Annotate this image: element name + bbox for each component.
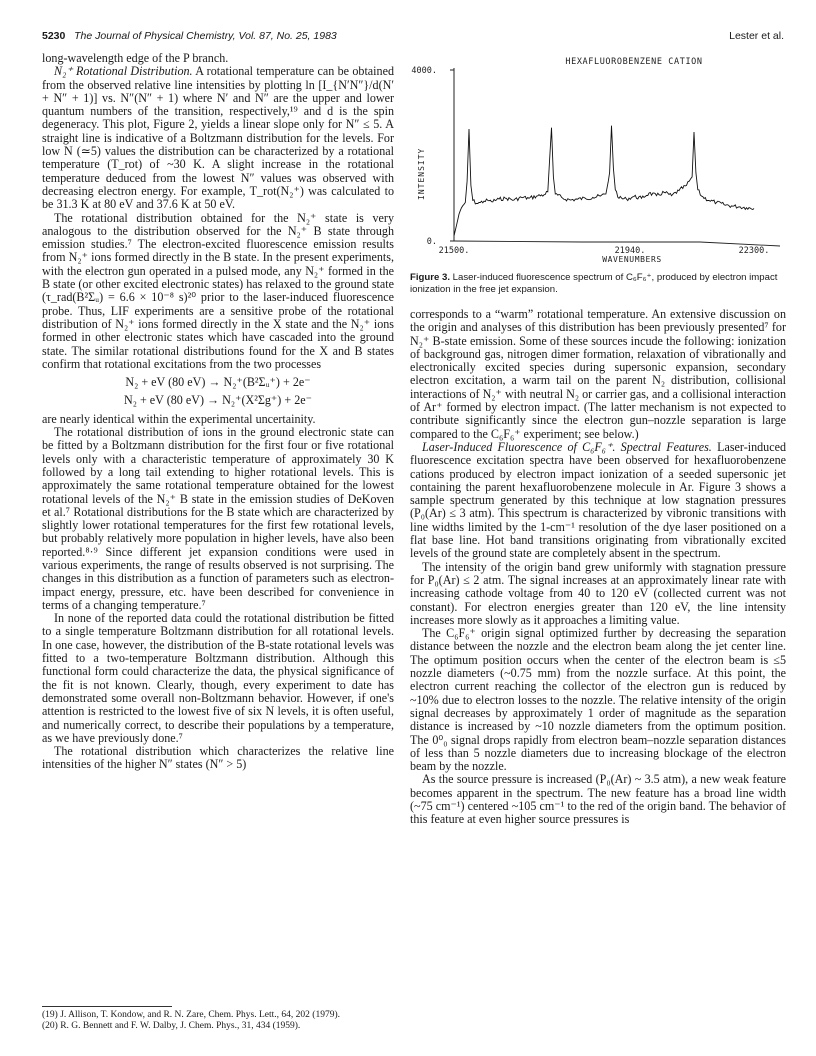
footnote-rule [42, 1006, 172, 1007]
section-heading: Laser-Induced Fluorescence of C₆F₆⁺. Spectral Features. [422, 439, 712, 454]
paragraph: Laser-Induced Fluorescence of C₆F₆⁺. Spectral Features. Laser-induced fluorescence excitation spectra have been observed for hexafluorobenzene cations produced by electron impact ionization of a seeded supersonic jet containing the parent hexafluorobenzene molecule in Ar. Figure 3 shows a sample spectrum generated by this technique at low stagnation pressures (P₀(Ar) ≤ 3 atm). This spectrum is characterized by vibronic transitions with line widths limited by the 1-cm⁻¹ resolution of the dye laser positioned on a flat base line. Hot band transitions originating from vibrationally excited levels of the ground state are completely absent in the spectrum. [410, 439, 787, 561]
chart-title: HEXAFLUOROBENZENE CATION [565, 57, 703, 67]
caption-label: Figure 3. [410, 272, 450, 283]
header-authors: Lester et al. [729, 30, 784, 42]
paragraph: N₂⁺ Rotational Distribution. A rotational temperature can be obtained from the observed relative line intensities by plotting ln [I_{N′N″}/d(N′ + N″ + 1)] vs. N″(N″ + 1) where N′ and N″ are the upper and lower quantum numbers of the transition, respectively,¹⁹ and d is the spin degeneracy. This plot, Figure 2, yields a linear slope only for N″ ≤ 5. A straight line is indicative of a Boltzmann distribution for the levels. For low N (≃5) values the distribution can be characterized by a rotational temperature (T_rot) of ~30 K. A slight increase in the rotational temperature deduced from the lowest N″ values was observed with decreasing electron energy. For example, T_rot(N₂⁺) was calculated to be 31.3 K at 80 eV and 37.6 K at 50 eV. [42, 64, 395, 212]
paragraph: The C₆F₆⁺ origin signal optimized further by decreasing the separation distance between the nozzle and the electron beam along the jet center line. The optimum position occurs when the center of the electron beam is ≤5 nozzle diameters (~0.75 mm) from the nozzle surface. At this point, the electron current reaching the collector of the electron gun is reduced by ~10% due to electron losses to the nozzle. The relative intensity of the origin signal decreases by approximately 1 order of magnitude as the separation distance is increased by ~10 nozzle diameters from the optimum position. The 0⁰₀ signal drops rapidly from electron beam–nozzle separation distances of less than 5 nozzle diameters due to increasing blockage of the electron beam by the nozzle. [410, 626, 786, 774]
paragraph: As the source pressure is increased (P₀(Ar) ~ 3.5 atm), a new weak feature becomes apparent in the spectrum. The new feature has a broad line width (~75 cm⁻¹) centered ~105 cm⁻¹ to the red of the origin band. The behavior of this feature at even higher source pressures is [410, 772, 786, 827]
paragraph: The intensity of the origin band grew uniformly with stagnation pressure for P₀(Ar) ≤ 2 atm. The signal increases at an approximately linear rate with increasing cathode voltage from 40 to 120 eV (collected current was not constant). For electron energies greater than 120 eV, the line intensity increases more slowly as it approaches a limiting value. [410, 559, 786, 627]
x-tick-label: 22300. [738, 246, 770, 256]
running-header [42, 30, 337, 42]
paragraph: The rotational distribution obtained for the N₂⁺ state is very analogous to the distribution observed for the N₂⁺ B state through emission studies.⁷ The electron-excited fluorescence emission results from N₂⁺ ions formed directly in the B state. In the present experiments, with the electron gun operated in a pulsed mode, any N₂⁺ formed in the B state (or other excited electronic states) has relaxed to the ground state (τ_rad(B²Σᵤ) = 6.6 × 10⁻⁸ s)²⁰ prior to the laser-induced fluorescence probe. Thus, LIF experiments are a sensitive probe of the rotational distribution of N₂⁺ ions formed directly in the X state and the N₂⁺ ions formed in other electronic states which have cascaded into the ground state. The similar rotational distributions found for the X and B states confirm that rotational excitations from the two processes [42, 210, 394, 371]
caption-text: Laser-induced fluorescence spectrum of C₆F₆⁺, produced by electron impact ionization in the free jet expansion. [410, 272, 778, 295]
figure-3 [410, 50, 786, 265]
paragraph: corresponds to a “warm” rotational temperature. An extensive discussion on the origin and analyses of this distribution has been previously presented⁷ for N₂⁺ B-state emission. Some of these sources incude the following: ionization of background gas, nitrogen dimer formation, relaxation of vibrationally and electronically excited species during supersonic expansion, secondary electron excitation, a warm tail on the parent N₂ distribution, collisional interactions of N₂⁺ with neutral N₂ or carrier gas, and a collisional interaction of Ar⁺ formed by electron impact. (The latter mechanism is not expected to contribute significantly since the electron gun–nozzle separation is large compared to the C₆F₆⁺ experiment; see below.) [410, 307, 786, 441]
paragraph: are nearly identical within the experimental uncertainity. [42, 411, 316, 426]
y-tick-label: 0. [426, 237, 437, 247]
x-tick-label: 21940. [614, 246, 646, 256]
equation: N₂ + eV (80 eV) → N₂⁺(X²Σg⁺) + 2e⁻ [123, 393, 313, 408]
footnote: (19) J. Allison, T. Kondow, and R. N. Zare, Chem. Phys. Lett., 64, 202 (1979). [42, 1010, 340, 1020]
paragraph: The rotational distribution of ions in the ground electronic state can be fitted by a Boltzmann distribution for the first four or five rotational levels only with a characteristic temperature of approximately 30 K followed by a long tail extending to higher rotational levels. This is approximately the same rotational temperature obtained for the lowest rotational levels of the N₂⁺ B state in the emission studies of DeKoven et al.⁷ Rotational distributions for the B state which are characterized by slightly lower rotational temperatures for the first few rotational levels, but probably relatively more population in higher levels, have also been reported.⁸·⁹ Since different jet expansion conditions were used in various experiments, the range of results observed is not surprising. The changes in this distribution as a function of parameters such as electron-impact energy, pressure, etc. have been described for convenience in terms of a changing temperature.⁷ [42, 425, 394, 612]
footnotes [42, 1010, 394, 1032]
page-number: 5230 [42, 30, 66, 42]
spectrum-chart [410, 50, 786, 265]
plot-area [454, 126, 754, 236]
right-column [410, 308, 786, 827]
journal-title: The Journal of Physical Chemistry, Vol. 87, No. 25, 1983 [74, 30, 337, 42]
y-axis-label: INTENSITY [417, 147, 426, 200]
footnote: (20) R. G. Bennett and F. W. Dalby, J. Chem. Phys., 31, 434 (1959). [42, 1021, 301, 1031]
y-tick-label: 4000. [411, 66, 437, 76]
spectrum-line [454, 126, 754, 236]
left-column [42, 52, 394, 772]
section-heading: N₂⁺ Rotational Distribution. [54, 64, 193, 79]
paragraph: The rotational distribution which characterizes the relative line intensities of the higher N″ states (N″ > 5) [42, 744, 394, 772]
paragraph: long-wavelength edge of the P branch. [42, 51, 229, 65]
paragraph: In none of the reported data could the rotational distribution be fitted to a single temperature Boltzmann distribution for all rotational levels. In one case, however, the distribution of the B-state rotational levels was fitted to a two-temperature Boltzmann distribution. Although this functional form could characterize the data, the physical significance of the fit is not known. Clearly, though, every experiment to date has demonstrated some overall non-Boltzmann behavior. However, if one's attention is restricted to the lowest five of six N levels, it is often useful, and numerically correct, to describe their populations by a temperature, as we have previously done.⁷ [42, 611, 394, 745]
x-axis-label: WAVENUMBERS [602, 255, 662, 264]
equation: N₂ + eV (80 eV) → N₂⁺(B²Σᵤ⁺) + 2e⁻ [125, 375, 311, 390]
figure-caption [410, 272, 786, 296]
x-tick-label: 21500. [438, 246, 470, 256]
